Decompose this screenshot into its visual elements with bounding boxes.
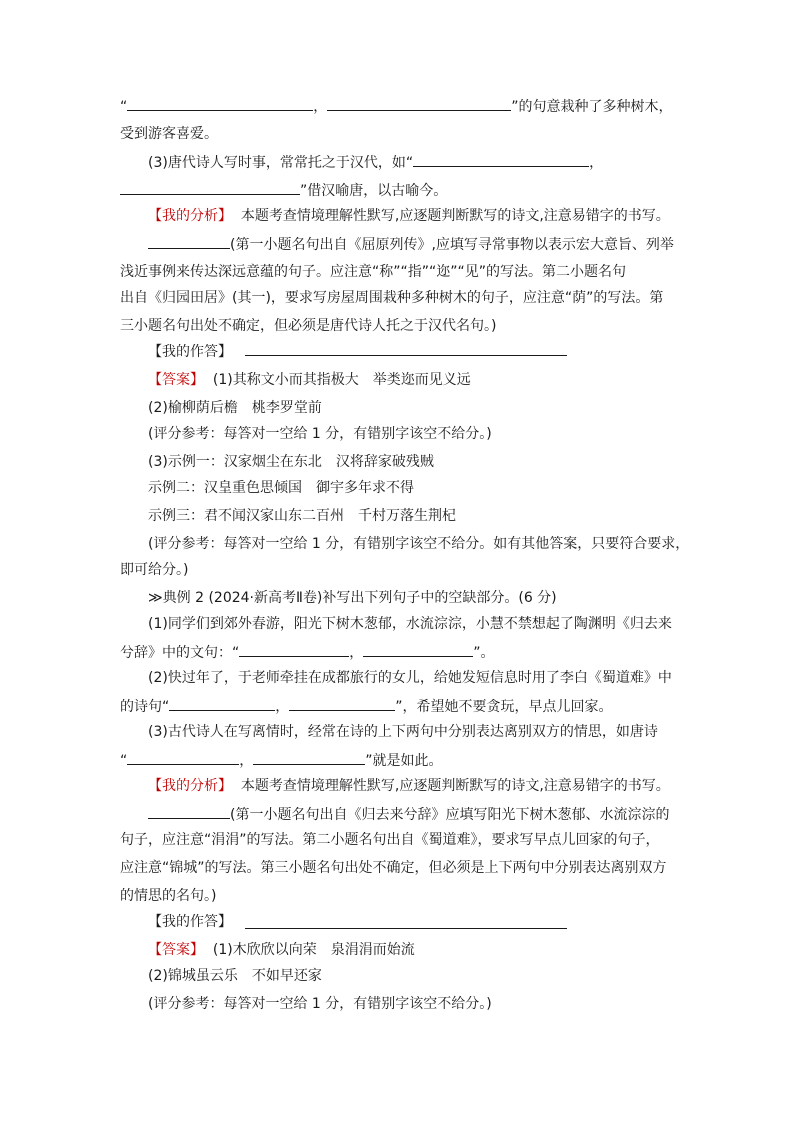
- blank: [127, 750, 239, 765]
- example2-q1b: 兮辞》中的文句：“ ， ”。: [120, 642, 495, 663]
- blank: [327, 96, 511, 111]
- my-answer-label: 【我的作答】: [148, 344, 232, 360]
- analysis-label: 【我的分析】: [148, 208, 232, 224]
- analysis1-line3: 浅近事例来传达深远意蕴的句子。应注意“称”“指”“迩”“见”的写法。第二小题名句: [120, 264, 627, 280]
- answer1-a2: (2)榆柳荫后檐 桃李罗堂前: [148, 400, 322, 416]
- blank: [363, 642, 473, 657]
- example2-q2b: 的诗句“ ， ”，希望她不要贪玩，早点儿回家。: [120, 696, 613, 717]
- analysis2-line2: (第一小题名句出自《归去来兮辞》应填写阳光下树木葱郁、水流淙淙的: [148, 804, 669, 825]
- analysis2-line4: 应注意“锦城”的写法。第三小题名句出处不确定，但必须是上下两句中分别表达离别双方: [120, 860, 667, 876]
- q3-line2: ”借汉喻唐，以古喻今。: [120, 180, 447, 201]
- blank: [148, 804, 230, 819]
- answer1-a3c: 示例三：君不闻汉家山东二百州 千村万落生荆杞: [148, 508, 456, 524]
- analysis2-head: 【我的分析】 本题考查情境理解性默写,应逐题判断默写的诗文,注意易错字的书写。: [148, 778, 670, 794]
- answer-label: 【答案】: [148, 372, 204, 388]
- blank: [148, 234, 230, 249]
- analysis2-line5: 的情思的名句。): [120, 888, 217, 904]
- blank: [413, 152, 589, 167]
- blank: [169, 696, 275, 711]
- example2-title: ≫典例 2 (2024·新高考Ⅱ卷)补写出下列句子中的空缺部分。(6 分): [148, 590, 557, 606]
- analysis2-line3: 句子，应注意“涓涓”的写法。第二小题名句出自《蜀道难》，要求写早点儿回家的句子，: [120, 832, 660, 848]
- answer-line-2[interactable]: [245, 928, 567, 929]
- my-answer-label-2: 【我的作答】: [148, 914, 232, 930]
- blank: [127, 96, 313, 111]
- answer1-head: 【答案】 (1)其称文小而其指极大 举类迩而见义远: [148, 372, 471, 388]
- blank: [253, 750, 365, 765]
- answer2-score: (评分参考：每答对一空给 1 分，有错别字该空不给分。): [148, 996, 492, 1012]
- q3-line1: (3)唐代诗人写时事，常常托之于汉代，如“ ，: [148, 152, 603, 173]
- answer-line[interactable]: [245, 355, 567, 356]
- analysis1-line5: 三小题名句出处不确定，但必须是唐代诗人托之于汉代名句。): [120, 318, 497, 334]
- answer2-head: 【答案】 (1)木欣欣以向荣 泉涓涓而始流: [148, 942, 415, 958]
- example2-q2a: (2)快过年了，于老师牵挂在成都旅行的女儿，给她发短信息时用了李白《蜀道难》中: [148, 670, 672, 686]
- analysis1-line2: (第一小题名句出自《屈原列传》,应填写寻常事物以表示宏大意旨、列举: [148, 234, 674, 255]
- answer1-a3: (3)示例一：汉家烟尘在东北 汉将辞家破残贼: [148, 454, 434, 470]
- answer1-score2a: (评分参考：每答对一空给 1 分，有错别字该空不给分。如有其他答案，只要符合要求，: [148, 536, 690, 552]
- example2-q3b: “ ， ”就是如此。: [120, 750, 443, 771]
- blank: [120, 180, 300, 195]
- answer1-score2b: 即可给分。): [120, 562, 189, 578]
- analysis-label: 【我的分析】: [148, 778, 232, 794]
- example2-q1a: (1)同学们到郊外春游，阳光下树木葱郁，水流淙淙，小慧不禁想起了陶渊明《归去来: [148, 616, 672, 632]
- analysis1-head: 【我的分析】 本题考查情境理解性默写,应逐题判断默写的诗文,注意易错字的书写。: [148, 208, 670, 224]
- q1-line2: 受到游客喜爱。: [120, 126, 218, 142]
- answer1-score1: (评分参考：每答对一空给 1 分，有错别字该空不给分。): [148, 426, 492, 442]
- answer1-a3b: 示例二：汉皇重色思倾国 御宇多年求不得: [148, 480, 414, 496]
- blank: [239, 642, 349, 657]
- example2-q3a: (3)古代诗人在写离情时，经常在诗的上下两句中分别表达离别双方的情思，如唐诗: [148, 724, 658, 740]
- answer2-a2: (2)锦城虽云乐 不如早还家: [148, 968, 322, 984]
- blank: [289, 696, 395, 711]
- answer-label: 【答案】: [148, 942, 204, 958]
- analysis1-line4: 出自《归园田居》(其一)，要求写房屋周围栽种多种树木的句子，应注意“荫”的写法。第: [120, 290, 664, 306]
- q1-line1: “ ， ”的句意栽种了多种树木，: [120, 96, 673, 117]
